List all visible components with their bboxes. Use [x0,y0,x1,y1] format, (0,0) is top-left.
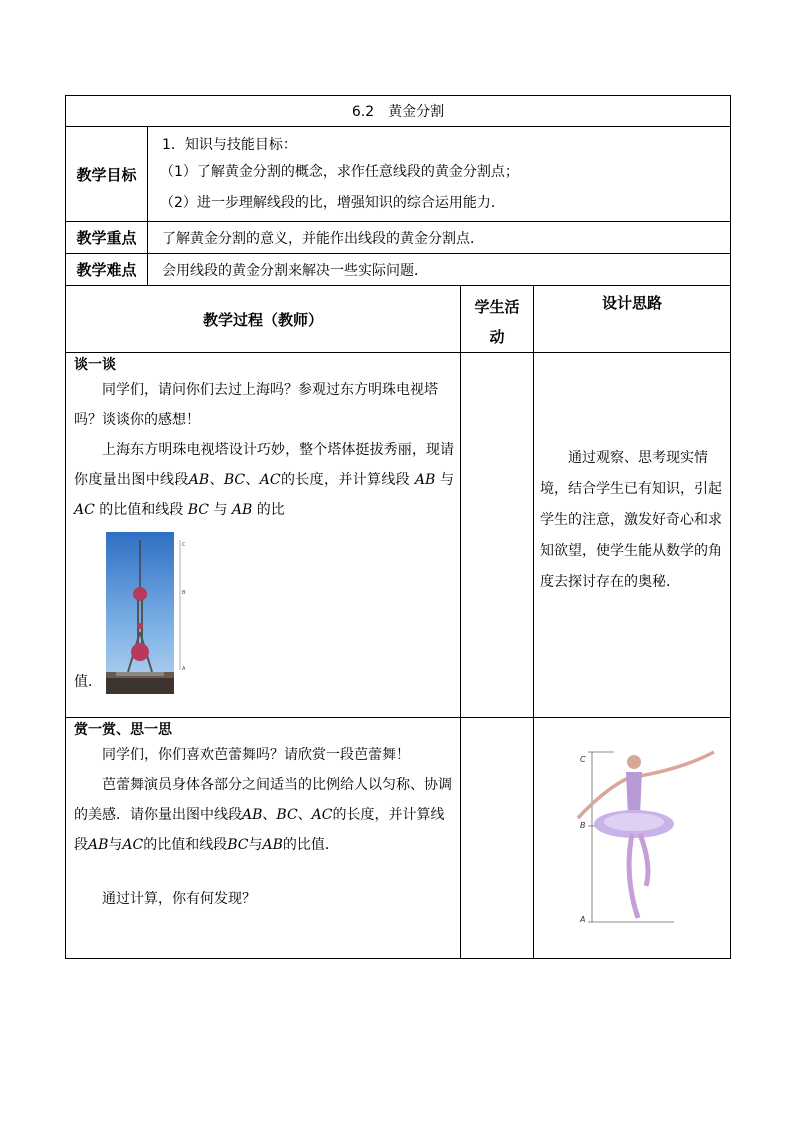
ballerina-label-c: C [580,755,586,764]
section1-design-cell [534,353,731,718]
tower-label-a: A [182,666,186,672]
lesson-plan-table [65,95,731,959]
ballerina-label-b: B [580,821,586,830]
tower-figure-area [74,529,454,699]
section2-figure-cell [534,718,731,959]
goals-line-1: 1．知识与技能目标： [162,137,297,153]
section2-paragraph-3: 通过计算，你有何发现？ [102,891,256,907]
tower-label-b: B [182,590,186,596]
section1-content [66,353,461,718]
goals-line-3: （2）进一步理解线段的比，增强知识的综合运用能力． [160,195,505,211]
goals-line-2: （1）了解黄金分割的概念，求作任意线段的黄金分割点； [160,164,519,180]
section2-paragraph-2: 芭蕾舞演员身体各部分之间适当的比例给人以匀称、协调的美感．请你量出图中线段AB、BC、AC的长度，并计算线段AB与AC的比值和线段BC与AB的比值． [74,777,452,853]
ballerina-photo [574,746,724,926]
section1-heading: 谈一谈 [74,357,116,373]
header-student-b: 动 [489,328,505,346]
header-process: 教学过程（教师） [66,286,461,353]
header-design: 设计思路 [534,286,731,353]
difficulty-text: 会用线段的黄金分割来解决一些实际问题． [148,254,731,286]
section2-student-cell [461,718,534,959]
section2-paragraph-1: 同学们，你们喜欢芭蕾舞吗？请欣赏一段芭蕾舞！ [102,747,410,763]
goals-content [148,127,731,222]
section1-paragraph-2: 上海东方明珠电视塔设计巧妙，整个塔体挺拔秀丽，现请你度量出图中线段AB、BC、AC的长度，并计算线段 AB 与 AC 的比值和线段 BC 与 AB 的比 [74,442,455,518]
section1-paragraph-1: 同学们，请问你们去过上海吗？参观过东方明珠电视塔吗？谈谈你的感想！ [74,382,438,428]
tower-label-c: C [182,542,186,548]
header-student-a: 学生活 [474,298,520,316]
focus-text: 了解黄金分割的意义，并能作出线段的黄金分割点． [148,222,731,254]
focus-label: 教学重点 [66,222,148,254]
ballerina-label-a: A [580,915,586,924]
section1-design-text: 通过观察、思考现实情境，结合学生已有知识，引起学生的注意，激发好奇心和求知欲望，使学生能从数学的角度去探讨存在的奥秘． [540,450,722,590]
goals-label: 教学目标 [66,127,148,222]
lesson-title: 6.2 黄金分割 [66,96,731,127]
header-student-activity [461,286,534,353]
section2-heading: 赏一赏、思一思 [74,722,172,738]
section2-content [66,718,461,959]
section1-end: 值． [74,674,102,690]
section1-student-cell [461,353,534,718]
difficulty-label: 教学难点 [66,254,148,286]
tower-photo [106,532,192,694]
